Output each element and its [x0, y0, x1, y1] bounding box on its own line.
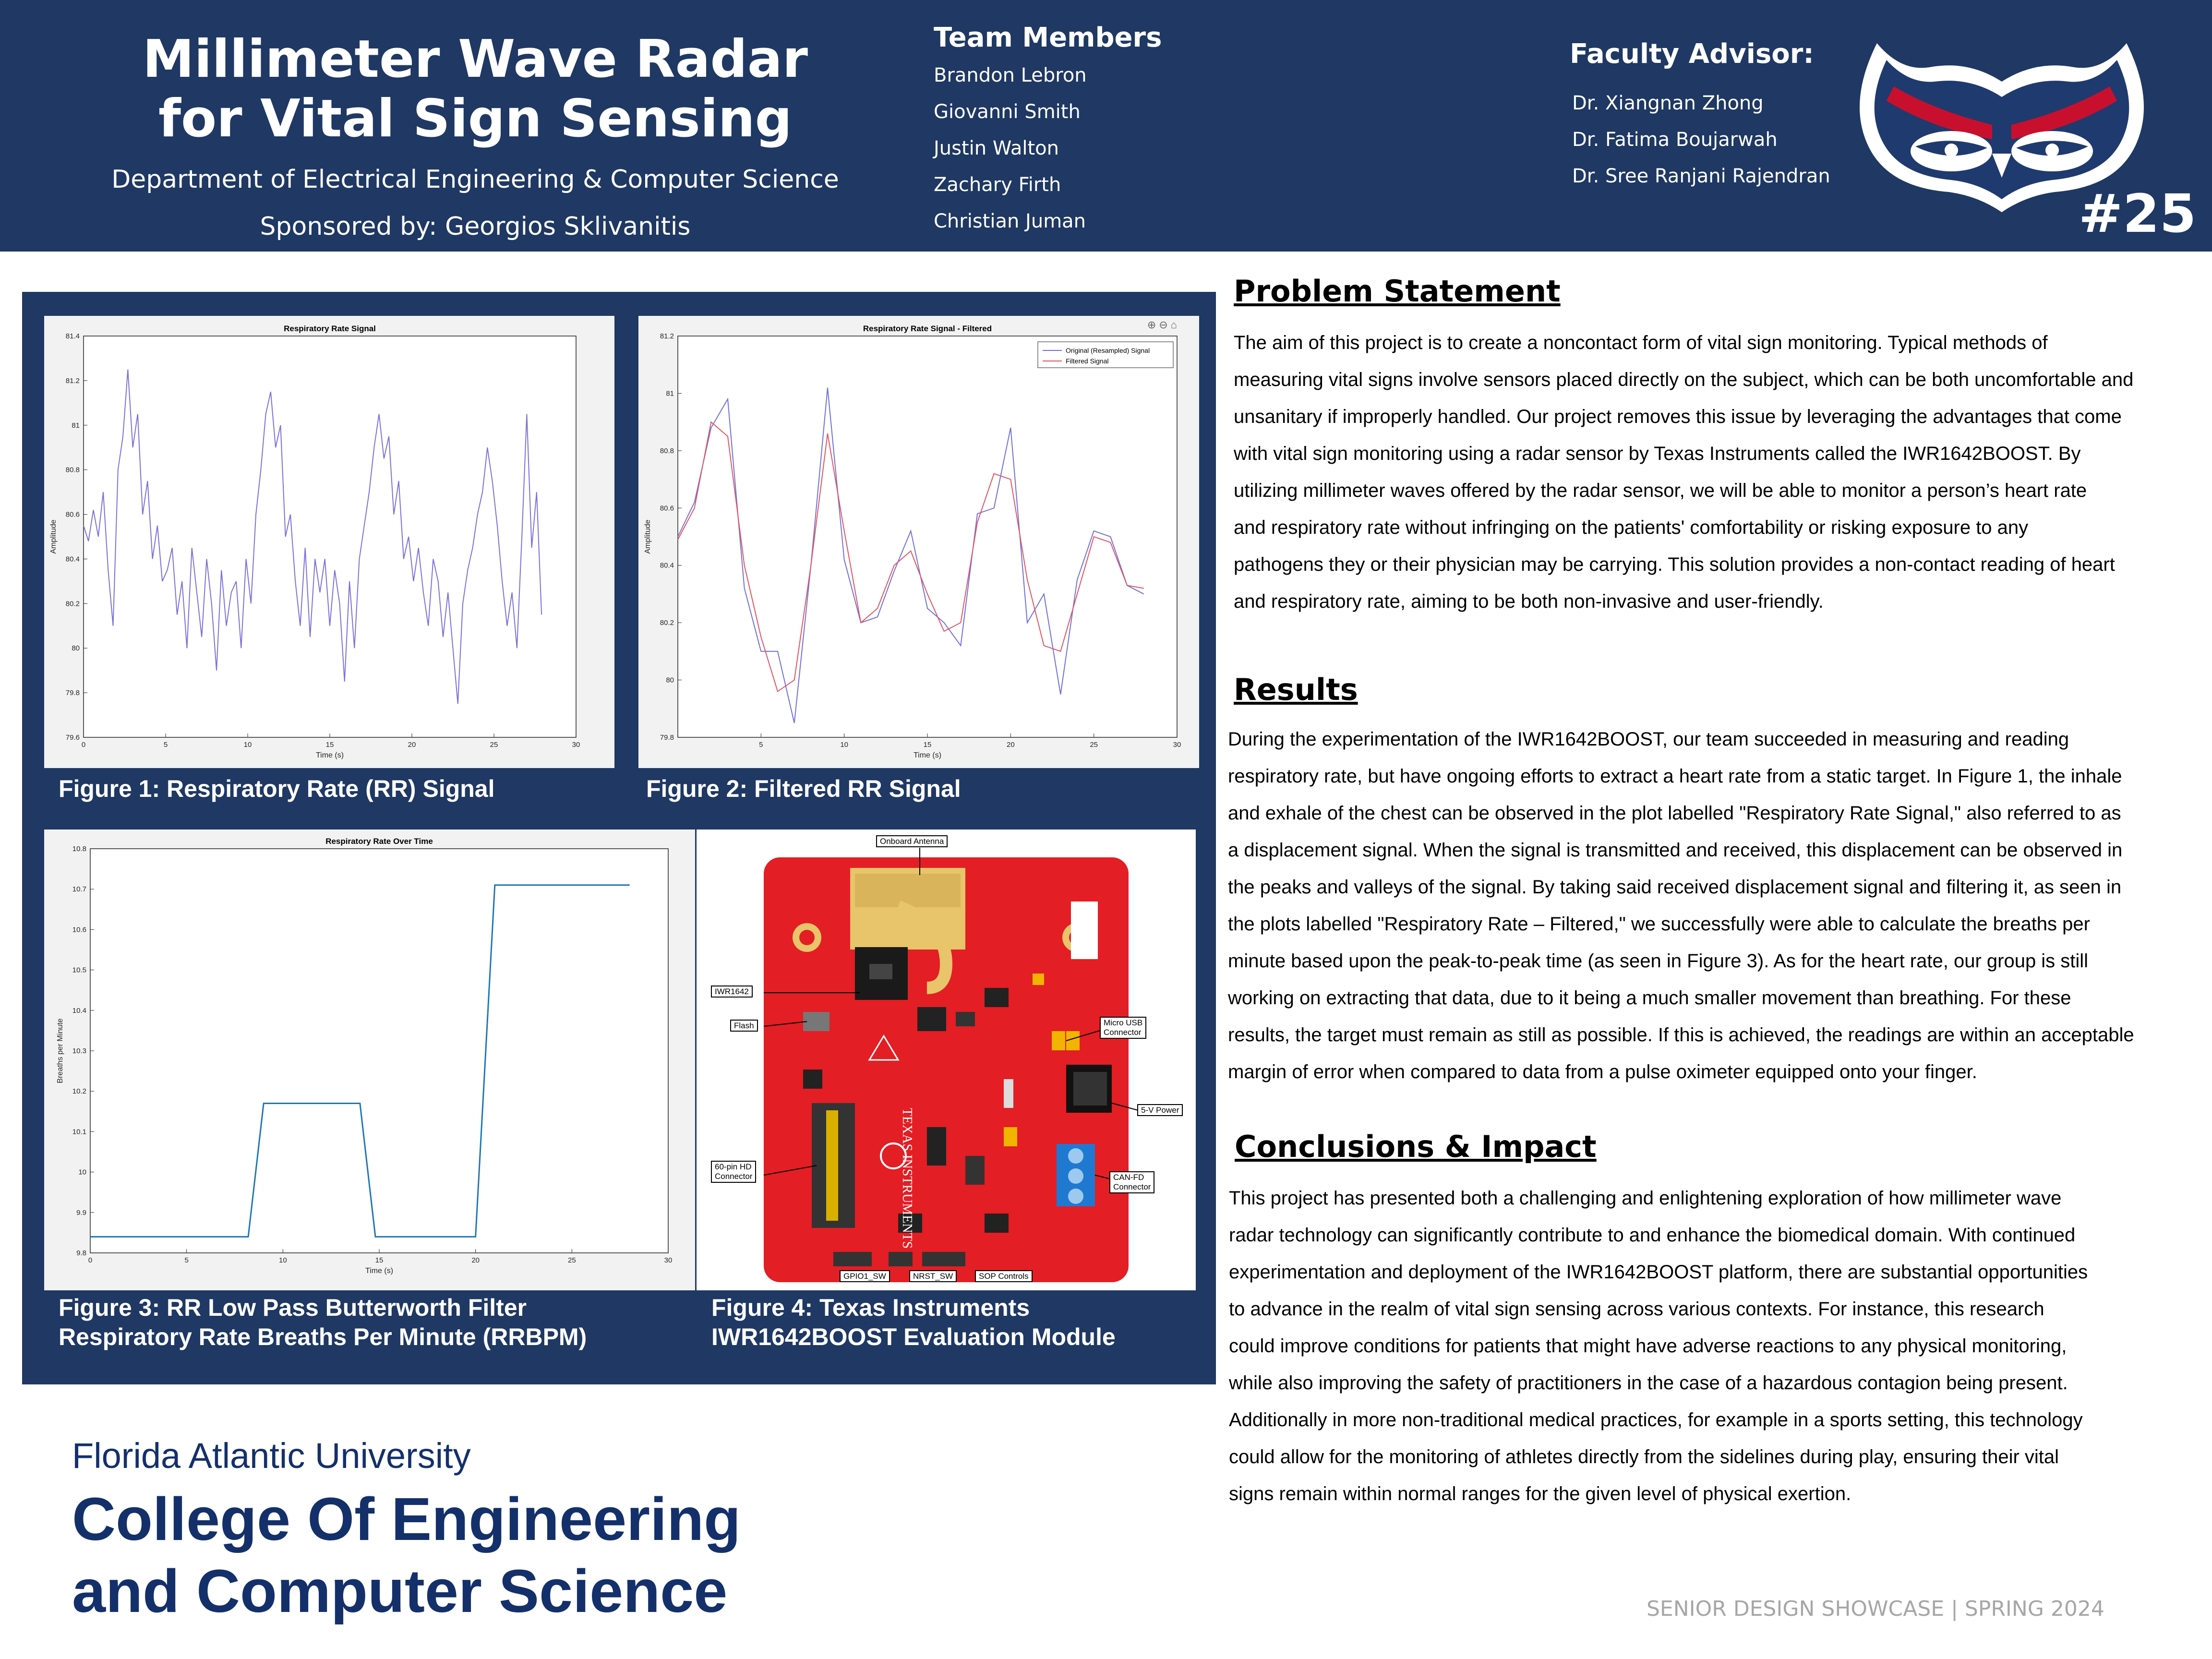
- label-60-pin-hd-line1: 60-pin HD: [715, 1162, 752, 1171]
- x-tick-label: 10: [278, 1256, 287, 1264]
- team-member: Brandon Lebron: [934, 64, 1087, 86]
- label-micro-usb-line1: Micro USB: [1104, 1018, 1143, 1027]
- chart-title: Respiratory Rate Over Time: [325, 837, 433, 846]
- label-can-fd: [1109, 1171, 1154, 1193]
- label-iwr1642: IWR1642: [711, 986, 753, 998]
- x-tick-label: 30: [1173, 741, 1181, 749]
- y-tick-label: 80.4: [65, 555, 80, 564]
- advisor: Dr. Xiangnan Zhong: [1572, 92, 1764, 114]
- conclusions-line: to advance in the realm of vital sign sensing across various contexts. For instance, this research: [1229, 1298, 2044, 1320]
- x-tick-label: 5: [163, 741, 168, 749]
- label-can-fd-line1: CAN-FD: [1113, 1173, 1144, 1182]
- label-can-fd-line2: Connector: [1113, 1182, 1151, 1191]
- x-tick-label: 20: [1006, 741, 1015, 749]
- figure-3-caption-line1: Figure 3: RR Low Pass Butterworth Filter: [59, 1294, 527, 1321]
- figure-3-caption: [59, 1293, 587, 1352]
- legend-label: Original (Resampled) Signal: [1066, 347, 1150, 354]
- x-tick-label: 25: [567, 1256, 576, 1264]
- results-body: [1228, 721, 2134, 1091]
- x-tick-label: 20: [471, 1256, 480, 1264]
- results-line: a displacement signal. When the signal is transmitted and received, this displacement can be observed in: [1228, 840, 2123, 861]
- label-5v-power: 5-V Power: [1137, 1104, 1183, 1116]
- home-icon[interactable]: ⌂: [1170, 319, 1180, 331]
- faculty-advisor-heading: Faculty Advisor:: [1570, 38, 1814, 70]
- chart-respiratory-rate-signal: [44, 316, 614, 768]
- department-name: Department of Electrical Engineering & Computer Science: [111, 165, 839, 194]
- conclusions-line: experimentation and deployment of the IWR1642BOOST platform, there are substantial opportunities: [1229, 1262, 2088, 1283]
- conclusions-line: while also improving the safety of practitioners in the case of a hazardous contagion being present.: [1229, 1372, 2068, 1394]
- team-members-heading: Team Members: [934, 22, 1162, 53]
- problem-statement-heading: Problem Statement: [1234, 274, 1561, 309]
- zoom-in-icon[interactable]: ⊕: [1147, 319, 1159, 331]
- svg-text:TEXAS INSTRUMENTS: TEXAS INSTRUMENTS: [900, 1108, 914, 1249]
- x-tick-label: 15: [923, 741, 932, 749]
- y-tick-label: 80.6: [65, 510, 80, 519]
- chart-title: Respiratory Rate Signal - Filtered: [863, 324, 992, 333]
- header-banner: [0, 0, 2212, 252]
- evaluation-board-image: [697, 830, 1196, 1290]
- x-tick-label: 15: [375, 1256, 384, 1264]
- y-tick-label: 80.2: [660, 619, 674, 627]
- college-name-line2: and Computer Science: [72, 1557, 728, 1625]
- x-tick-label: 25: [490, 741, 498, 749]
- figure-3-caption-line2: Respiratory Rate Breaths Per Minute (RRBPM): [59, 1323, 587, 1350]
- x-axis-label: Time (s): [315, 751, 344, 759]
- conclusions-body: [1229, 1180, 2088, 1513]
- team-member: Zachary Firth: [934, 174, 1061, 196]
- x-axis-label: Time (s): [365, 1267, 394, 1275]
- figure-4-caption-line1: Figure 4: Texas Instruments: [711, 1294, 1030, 1321]
- y-tick-label: 79.6: [65, 733, 80, 742]
- y-tick-label: 10.8: [72, 845, 86, 853]
- problem-line: and respiratory rate, aiming to be both non-invasive and user-friendly.: [1234, 591, 1824, 612]
- conclusions-heading: Conclusions & Impact: [1235, 1129, 1597, 1164]
- y-tick-label: 10: [78, 1168, 86, 1177]
- zoom-out-icon[interactable]: ⊖: [1159, 319, 1171, 331]
- results-line: During the experimentation of the IWR1642BOOST, our team succeeded in measuring and reading: [1228, 729, 2069, 750]
- figure-panel: [22, 292, 1216, 1384]
- y-tick-label: 10.5: [72, 966, 86, 974]
- results-line: the peaks and valleys of the signal. By taking said received displacement signal and filtering it, as seen in: [1228, 877, 2122, 898]
- figure-4-caption: [711, 1293, 1116, 1352]
- results-line: working on extracting that data, due to it being a much smaller movement than breathing. For these: [1228, 987, 2071, 1009]
- x-tick-label: 30: [572, 741, 580, 749]
- y-tick-label: 10.3: [72, 1047, 86, 1055]
- y-axis-label: Amplitude: [49, 519, 58, 554]
- y-tick-label: 9.9: [76, 1208, 86, 1217]
- y-tick-label: 80: [666, 676, 674, 685]
- label-micro-usb: [1100, 1017, 1146, 1039]
- y-tick-label: 81: [72, 421, 80, 430]
- x-tick-label: 10: [840, 741, 849, 749]
- x-tick-label: 0: [88, 1256, 93, 1264]
- figure-1-caption: Figure 1: Respiratory Rate (RR) Signal: [59, 775, 495, 802]
- conclusions-line: radar technology can significantly contribute to and enhance the biomedical domain. With continued: [1229, 1225, 2076, 1246]
- advisor: Dr. Sree Ranjani Rajendran: [1572, 165, 1830, 187]
- plot-area: [90, 849, 668, 1253]
- advisor: Dr. Fatima Boujarwah: [1572, 129, 1778, 151]
- y-tick-label: 80.6: [660, 504, 674, 513]
- y-axis-label: Breaths per Minute: [56, 1018, 64, 1083]
- x-axis-label: Time (s): [913, 751, 942, 759]
- y-tick-label: 10.6: [72, 926, 86, 934]
- label-gpio1-sw: GPIO1_SW: [840, 1270, 890, 1282]
- x-tick-label: 0: [81, 741, 86, 749]
- university-name: Florida Atlantic University: [72, 1436, 471, 1476]
- x-tick-label: 5: [759, 741, 763, 749]
- problem-line: utilizing millimeter waves offered by the radar sensor, we will be able to monitor a person’s heart rate: [1234, 480, 2087, 501]
- y-tick-label: 80.8: [660, 446, 674, 455]
- problem-line: The aim of this project is to create a noncontact form of vital sign monitoring. Typical methods of: [1234, 332, 2048, 353]
- label-60-pin-hd-line2: Connector: [715, 1172, 753, 1181]
- problem-line: pathogens they or their physician may be carrying. This solution provides a non-contact reading of heart: [1234, 554, 2115, 575]
- results-line: and exhale of the chest can be observed in the plot labelled "Respiratory Rate Signal," also referred to as: [1228, 803, 2121, 824]
- results-line: the plots labelled "Respiratory Rate – Filtered," we successfully were able to calculate the breaths per: [1228, 914, 2090, 935]
- chart-title: Respiratory Rate Signal: [284, 324, 376, 333]
- college-name-line1: College Of Engineering: [72, 1485, 741, 1553]
- chart-filtered-signal: [638, 316, 1199, 768]
- problem-statement-body: [1234, 325, 2133, 620]
- y-tick-label: 79.8: [660, 733, 674, 742]
- results-line: margin of error when compared to data from a pulse oximeter equipped onto your finger.: [1228, 1061, 1977, 1082]
- plot-area: [84, 336, 576, 737]
- team-member: Christian Juman: [934, 210, 1086, 232]
- conclusions-line: could allow for the monitoring of athletes directly from the sidelines during play, ensuring their vital: [1229, 1446, 2059, 1467]
- results-heading: Results: [1234, 672, 1358, 707]
- y-axis-label: Amplitude: [644, 519, 652, 554]
- problem-line: with vital sign monitoring using a radar sensor by Texas Instruments called the IWR1642BOOST. By: [1234, 443, 2081, 464]
- plot-area: [678, 336, 1177, 737]
- label-flash: Flash: [730, 1020, 758, 1032]
- conclusions-line: Additionally in more non-traditional medical practices, for example in a sports setting, this technology: [1229, 1409, 2083, 1431]
- chart-1-svg: [44, 316, 614, 768]
- conclusions-line: This project has presented both a challenging and enlightening exploration of how millimeter wave: [1229, 1188, 2062, 1209]
- label-60-pin-hd: [711, 1161, 756, 1183]
- y-tick-label: 80: [72, 644, 80, 653]
- poster-number-badge: #25: [2079, 183, 2197, 244]
- x-tick-label: 20: [408, 741, 416, 749]
- figure-4-board: [697, 830, 1196, 1290]
- figure-toolbar[interactable]: [1147, 319, 1180, 331]
- showcase-footer: SENIOR DESIGN SHOWCASE | SPRING 2024: [1647, 1597, 2104, 1621]
- y-tick-label: 10.4: [72, 1006, 86, 1015]
- figure-1: [44, 316, 614, 768]
- chart-3-svg: [44, 830, 695, 1290]
- y-tick-label: 80.8: [65, 466, 80, 474]
- results-line: results, the target must remain as still as possible. If this is achieved, the readings are within an acceptable: [1228, 1024, 2134, 1046]
- problem-line: unsanitary if improperly handled. Our project removes this issue by leveraging the advantages that come: [1234, 406, 2122, 427]
- chart-2-svg: [638, 316, 1199, 768]
- sponsor-text: Sponsored by: Georgios Sklivanitis: [260, 212, 691, 241]
- x-tick-label: 15: [325, 741, 334, 749]
- problem-line: and respiratory rate without infringing on the patients' comfortability or risking exposure to any: [1234, 517, 2029, 538]
- y-tick-label: 81: [666, 389, 674, 398]
- figure-2-caption: Figure 2: Filtered RR Signal: [646, 775, 961, 802]
- team-member: Giovanni Smith: [934, 101, 1081, 123]
- conclusions-line: signs remain within normal ranges for the given level of physical exertion.: [1229, 1483, 1851, 1504]
- y-tick-label: 81.2: [65, 376, 80, 385]
- poster-title-line2: for Vital Sign Sensing: [158, 89, 792, 149]
- label-onboard-antenna: Onboard Antenna: [876, 835, 948, 847]
- legend-label: Filtered Signal: [1066, 357, 1109, 365]
- label-micro-usb-line2: Connector: [1104, 1028, 1142, 1037]
- label-nrst-sw: NRST_SW: [909, 1270, 957, 1282]
- y-tick-label: 80.2: [65, 600, 80, 608]
- conclusions-line: could improve conditions for patients that might have adverse reactions to any physical monitoring,: [1229, 1335, 2067, 1357]
- x-tick-label: 5: [184, 1256, 189, 1264]
- y-tick-label: 81.2: [660, 332, 674, 340]
- poster-title-line1: Millimeter Wave Radar: [143, 29, 808, 89]
- team-member: Justin Walton: [934, 137, 1059, 159]
- college-name: [72, 1483, 741, 1627]
- y-tick-label: 81.4: [65, 332, 80, 340]
- x-tick-label: 10: [243, 741, 252, 749]
- label-sop-controls: SOP Controls: [975, 1270, 1033, 1282]
- figure-4-caption-line2: IWR1642BOOST Evaluation Module: [711, 1323, 1116, 1350]
- y-tick-label: 9.8: [76, 1249, 86, 1257]
- results-line: respiratory rate, but have ongoing efforts to extract a heart rate from a static target. In Figure 1, the inhale: [1228, 766, 2122, 787]
- x-tick-label: 25: [1090, 741, 1098, 749]
- problem-line: measuring vital signs involve sensors placed directly on the subject, which can be both uncomfortable and: [1234, 369, 2134, 390]
- x-tick-label: 30: [664, 1256, 673, 1264]
- results-line: minute based upon the peak-to-peak time (as seen in Figure 3). As for the heart rate, our group is still: [1228, 950, 2089, 972]
- y-tick-label: 10.7: [72, 885, 86, 894]
- y-tick-label: 79.8: [65, 689, 80, 697]
- y-tick-label: 80.4: [660, 561, 674, 570]
- y-tick-label: 10.2: [72, 1087, 86, 1096]
- figure-2: [638, 316, 1199, 768]
- chart-breaths-per-minute: [44, 830, 695, 1290]
- y-tick-label: 10.1: [72, 1128, 86, 1136]
- figure-3: [44, 830, 695, 1290]
